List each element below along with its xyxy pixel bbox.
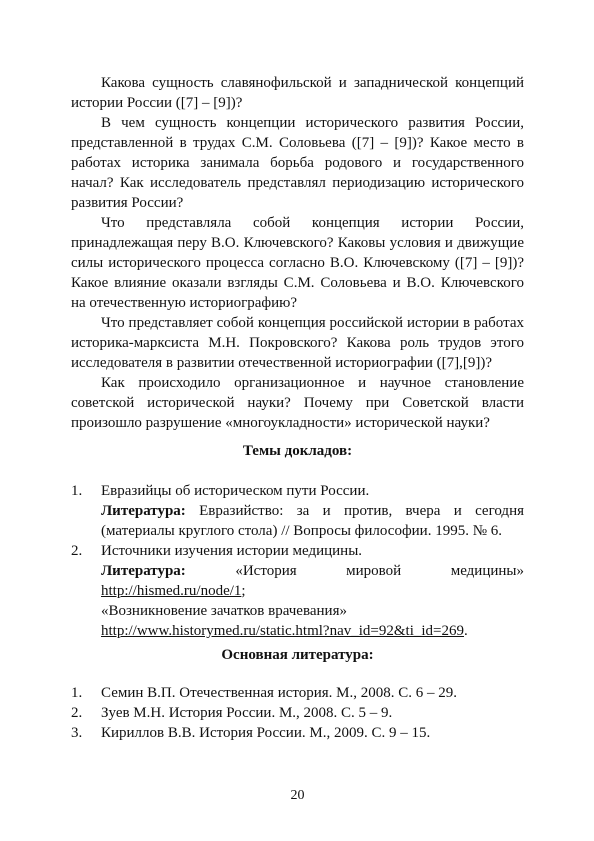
topic-literature: [101, 561, 524, 581]
topic-literature: [101, 501, 524, 541]
question-paragraph: Какова сущность славянофильской и западнической концепций истории России ([7] – [9])?: [71, 75, 524, 111]
historymed-link[interactable]: http://www.historymed.ru/static.html?nav_id=92&ti_id=269: [101, 623, 464, 639]
reference-text: Кириллов В.В. История России. М., 2009. С. 9 – 15.: [101, 725, 431, 741]
list-item: [71, 481, 524, 541]
question-paragraph: Как происходило организационное и научное становление советской исторической науки? Почему при Советской власти произошло разрушение «многоукладности» исторической науки?: [71, 375, 524, 431]
list-item: [71, 703, 524, 723]
link-line: [101, 621, 524, 641]
reference-text: Семин В.П. Отечественная история. М., 2008. С. 6 – 29.: [101, 685, 458, 701]
topics-heading: Темы докладов:: [242, 443, 353, 459]
item-number: 3.: [71, 725, 83, 741]
literature-label: Литература:: [101, 563, 186, 579]
topic-title: Евразийцы об историческом пути России.: [101, 483, 370, 499]
reference-text: Зуев М.Н. История России. М., 2008. С. 5 – 9.: [101, 705, 393, 721]
link-suffix: .: [464, 623, 468, 639]
list-item: [71, 541, 524, 641]
list-item: [71, 683, 524, 703]
question-paragraph: Что представляет собой концепция российской истории в работах историка-марксиста М.Н. Покровского? Какова роль трудов этого исследователя в развитии отечественной историографии ([7],[9])?: [71, 315, 524, 371]
item-number: 1.: [71, 685, 83, 701]
item-number: 1.: [71, 483, 83, 499]
topics-list: [71, 481, 524, 641]
link-line: [101, 581, 524, 601]
seminar-questions: [71, 73, 524, 433]
literature-word: медицины»: [450, 563, 524, 579]
literature-word: «История: [235, 563, 297, 579]
literature-label: Литература:: [101, 503, 186, 519]
hismed-link[interactable]: http://hismed.ru/node/1: [101, 583, 242, 599]
question-paragraph: В чем сущность концепции исторического развития России, представленной в трудах С.М. Соловьева ([7] – [9])? Какое место в работах историка занимала борьба родового и государственного начал? Как исследователь представлял периодизацию исторического развития России?: [71, 115, 524, 211]
topic-subtitle: «Возникновение зачатков врачевания»: [101, 603, 347, 619]
link-suffix: ;: [241, 583, 246, 599]
main-literature-heading: Основная литература:: [221, 647, 374, 663]
literature-text: Евразийство: за и против, вчера и сегодня (материалы круглого стола) // Вопросы философии. 1995. № 6.: [101, 503, 524, 539]
item-number: 2.: [71, 705, 83, 721]
main-literature-list: [71, 683, 524, 743]
question-paragraph: Что представляла собой концепция истории России, принадлежащая перу В.О. Ключевского? Каковы условия и движущие силы исторического процесса согласно В.О. Ключевскому ([7] – [9])? Какое влияние оказали взгляды С.М. Соловьева и В.О. Ключевского на отечественную историографию?: [71, 215, 524, 311]
topic-title: Источники изучения истории медицины.: [101, 543, 363, 559]
list-item: [71, 723, 524, 743]
literature-word: мировой: [346, 563, 402, 579]
item-number: 2.: [71, 543, 83, 559]
page-number: 20: [290, 788, 305, 803]
